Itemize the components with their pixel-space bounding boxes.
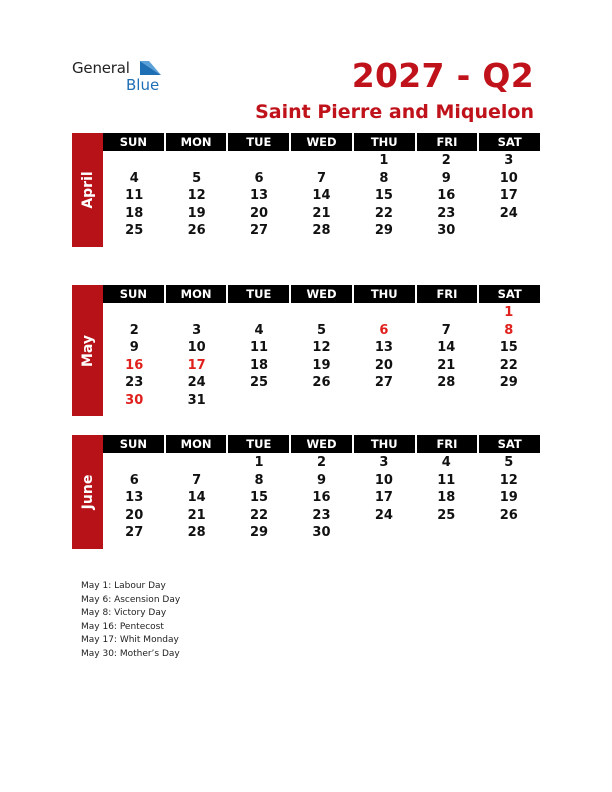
day-cell: 19: [312, 357, 331, 373]
day-cell: 6: [129, 472, 139, 488]
week-row: [103, 357, 540, 375]
empty-day-cell: [103, 304, 165, 322]
day-cell: 16: [437, 188, 456, 203]
day-cell: 13: [250, 188, 269, 203]
day-cell: 16: [312, 490, 331, 505]
day-grid: [103, 152, 540, 240]
day-cell: 13: [125, 490, 144, 505]
day-cell: 8: [254, 472, 264, 488]
day-cell: 19: [499, 490, 518, 505]
day-cell: 25: [437, 507, 456, 523]
day-cell: 27: [125, 525, 144, 540]
day-cell: 19: [187, 205, 206, 221]
day-cell: 4: [254, 322, 264, 338]
day-cell: 15: [250, 490, 269, 505]
day-cell: 7: [316, 170, 326, 186]
day-cell: 11: [250, 340, 269, 355]
day-cell: 25: [250, 375, 269, 390]
weekday-header-wed: WED: [291, 435, 352, 453]
weekday-header-fri: FRI: [417, 133, 478, 151]
weekday-header-wed: WED: [291, 285, 352, 303]
day-cell: 17: [187, 357, 206, 373]
week-row: [103, 489, 540, 507]
empty-day-cell: [415, 392, 477, 410]
empty-day-cell: [478, 222, 540, 240]
day-cell: 20: [125, 507, 144, 523]
day-cell: 21: [312, 205, 331, 221]
weekday-header-tue: TUE: [228, 133, 289, 151]
holiday-note: May 8: Victory Day: [81, 608, 167, 619]
month-block-june: [72, 435, 540, 548]
day-cell: 18: [125, 205, 144, 221]
empty-day-cell: [103, 454, 165, 472]
month-block-may: [72, 285, 540, 415]
day-grid: [103, 454, 540, 542]
week-row: [103, 339, 540, 357]
weekday-header-sat: SAT: [479, 285, 540, 303]
day-cell: 18: [250, 357, 269, 373]
month-tab: [72, 435, 103, 549]
day-cell: 3: [504, 153, 514, 168]
weekday-header-mon: MON: [166, 133, 227, 151]
weekday-header-wed: WED: [291, 133, 352, 151]
weekday-header-row: [103, 435, 540, 453]
empty-day-cell: [165, 304, 227, 322]
weekday-header-fri: FRI: [417, 285, 478, 303]
empty-day-cell: [353, 524, 415, 542]
day-cell: 24: [499, 205, 518, 221]
week-row: [103, 304, 540, 322]
week-row: [103, 454, 540, 472]
day-cell: 24: [187, 375, 206, 390]
day-cell: 3: [379, 455, 389, 470]
weekday-header-tue: TUE: [228, 285, 289, 303]
day-cell: 12: [499, 472, 518, 488]
day-cell: 20: [250, 205, 269, 221]
day-cell: 27: [250, 223, 269, 238]
day-cell: 29: [250, 525, 269, 540]
day-cell: 14: [437, 340, 456, 355]
empty-day-cell: [415, 524, 477, 542]
day-cell: 22: [499, 357, 518, 373]
weekday-header-thu: THU: [354, 133, 415, 151]
weekday-header-sun: SUN: [103, 133, 164, 151]
holiday-note: May 6: Ascension Day: [81, 594, 181, 605]
weekday-header-mon: MON: [166, 435, 227, 453]
weekday-header-fri: FRI: [417, 435, 478, 453]
day-cell: 12: [312, 340, 331, 355]
day-cell: 2: [129, 322, 139, 338]
day-cell: 22: [250, 507, 269, 523]
day-cell: 22: [374, 205, 393, 221]
empty-day-cell: [290, 152, 352, 170]
weekday-header-sun: SUN: [103, 285, 164, 303]
day-cell: 23: [125, 375, 144, 390]
week-row: [103, 507, 540, 525]
week-row: [103, 187, 540, 205]
empty-day-cell: [353, 392, 415, 410]
day-cell: 30: [437, 223, 456, 238]
day-cell: 26: [499, 507, 518, 523]
empty-day-cell: [353, 304, 415, 322]
day-cell: 9: [316, 472, 326, 488]
day-cell: 4: [129, 170, 139, 186]
empty-day-cell: [290, 392, 352, 410]
day-cell: 27: [374, 375, 393, 390]
day-cell: 1: [254, 455, 264, 470]
page-title: 2027 - Q2: [351, 56, 534, 95]
blue-triangle-flag-icon: [140, 60, 162, 78]
day-grid: [103, 304, 540, 409]
day-cell: 5: [316, 322, 326, 338]
day-cell: 15: [499, 340, 518, 355]
day-cell: 15: [374, 188, 393, 203]
day-cell: 1: [379, 153, 389, 168]
weekday-header-sat: SAT: [479, 435, 540, 453]
day-cell: 29: [499, 375, 518, 390]
month-name: April: [79, 171, 96, 209]
day-cell: 25: [125, 223, 144, 238]
weekday-header-thu: THU: [354, 285, 415, 303]
week-row: [103, 222, 540, 240]
month-tab: [72, 133, 103, 247]
logo-word-blue: Blue: [126, 76, 160, 94]
month-name: May: [79, 334, 96, 367]
weekday-header-tue: TUE: [228, 435, 289, 453]
holiday-note: May 30: Mother’s Day: [81, 648, 180, 659]
day-cell: 17: [499, 188, 518, 203]
holiday-note: May 16: Pentecost: [81, 621, 164, 632]
weekday-header-row: [103, 285, 540, 303]
day-cell: 17: [374, 490, 393, 505]
day-cell: 9: [129, 340, 139, 355]
day-cell: 14: [312, 188, 331, 203]
holiday-note: May 17: Whit Monday: [81, 635, 179, 646]
day-cell: 2: [316, 455, 326, 470]
day-cell: 28: [437, 375, 456, 390]
week-row: [103, 205, 540, 223]
day-cell: 26: [312, 375, 331, 390]
holiday-note: May 1: Labour Day: [81, 581, 166, 591]
empty-day-cell: [415, 304, 477, 322]
day-cell: 18: [437, 490, 456, 505]
day-cell: 6: [379, 322, 389, 338]
day-cell: 30: [312, 525, 331, 540]
day-cell: 5: [192, 170, 202, 186]
day-cell: 28: [312, 223, 331, 238]
week-row: [103, 392, 540, 410]
day-cell: 29: [374, 223, 393, 238]
day-cell: 5: [504, 455, 514, 470]
general-blue-logo: [72, 59, 172, 95]
day-cell: 8: [504, 322, 514, 338]
empty-day-cell: [228, 304, 290, 322]
day-cell: 11: [437, 472, 456, 488]
month-tab: [72, 285, 103, 416]
empty-day-cell: [228, 152, 290, 170]
empty-day-cell: [165, 454, 227, 472]
day-cell: 9: [441, 170, 451, 186]
day-cell: 21: [187, 507, 206, 523]
weekday-header-thu: THU: [354, 435, 415, 453]
empty-day-cell: [103, 152, 165, 170]
week-row: [103, 152, 540, 170]
day-cell: 30: [125, 392, 144, 408]
day-cell: 2: [441, 153, 451, 168]
day-cell: 12: [187, 188, 206, 203]
day-cell: 3: [192, 322, 202, 338]
empty-day-cell: [165, 152, 227, 170]
day-cell: 6: [254, 170, 264, 186]
day-cell: 23: [312, 507, 331, 523]
week-row: [103, 170, 540, 188]
month-block-april: [72, 133, 540, 246]
week-row: [103, 472, 540, 490]
month-name: June: [79, 474, 96, 510]
week-row: [103, 322, 540, 340]
weekday-header-sat: SAT: [479, 133, 540, 151]
day-cell: 7: [192, 472, 202, 488]
day-cell: 26: [187, 223, 206, 238]
weekday-header-sun: SUN: [103, 435, 164, 453]
day-cell: 10: [499, 170, 518, 186]
day-cell: 16: [125, 357, 144, 373]
day-cell: 7: [441, 322, 451, 338]
day-cell: 23: [437, 205, 456, 221]
day-cell: 14: [187, 490, 206, 505]
week-row: [103, 374, 540, 392]
day-cell: 11: [125, 188, 144, 203]
day-cell: 31: [187, 392, 206, 408]
weekday-header-row: [103, 133, 540, 151]
day-cell: 28: [187, 525, 206, 540]
logo-word-general: General: [72, 59, 130, 77]
empty-day-cell: [290, 304, 352, 322]
day-cell: 13: [374, 340, 393, 355]
week-row: [103, 524, 540, 542]
day-cell: 21: [437, 357, 456, 373]
page-subtitle: Saint Pierre and Miquelon: [255, 101, 534, 123]
weekday-header-mon: MON: [166, 285, 227, 303]
empty-day-cell: [478, 524, 540, 542]
day-cell: 4: [441, 455, 451, 470]
day-cell: 20: [374, 357, 393, 373]
day-cell: 8: [379, 170, 389, 186]
day-cell: 10: [374, 472, 393, 488]
empty-day-cell: [478, 392, 540, 410]
day-cell: 24: [374, 507, 393, 523]
day-cell: 1: [504, 305, 514, 320]
empty-day-cell: [228, 392, 290, 410]
day-cell: 10: [187, 340, 206, 355]
holiday-notes: [81, 580, 180, 662]
